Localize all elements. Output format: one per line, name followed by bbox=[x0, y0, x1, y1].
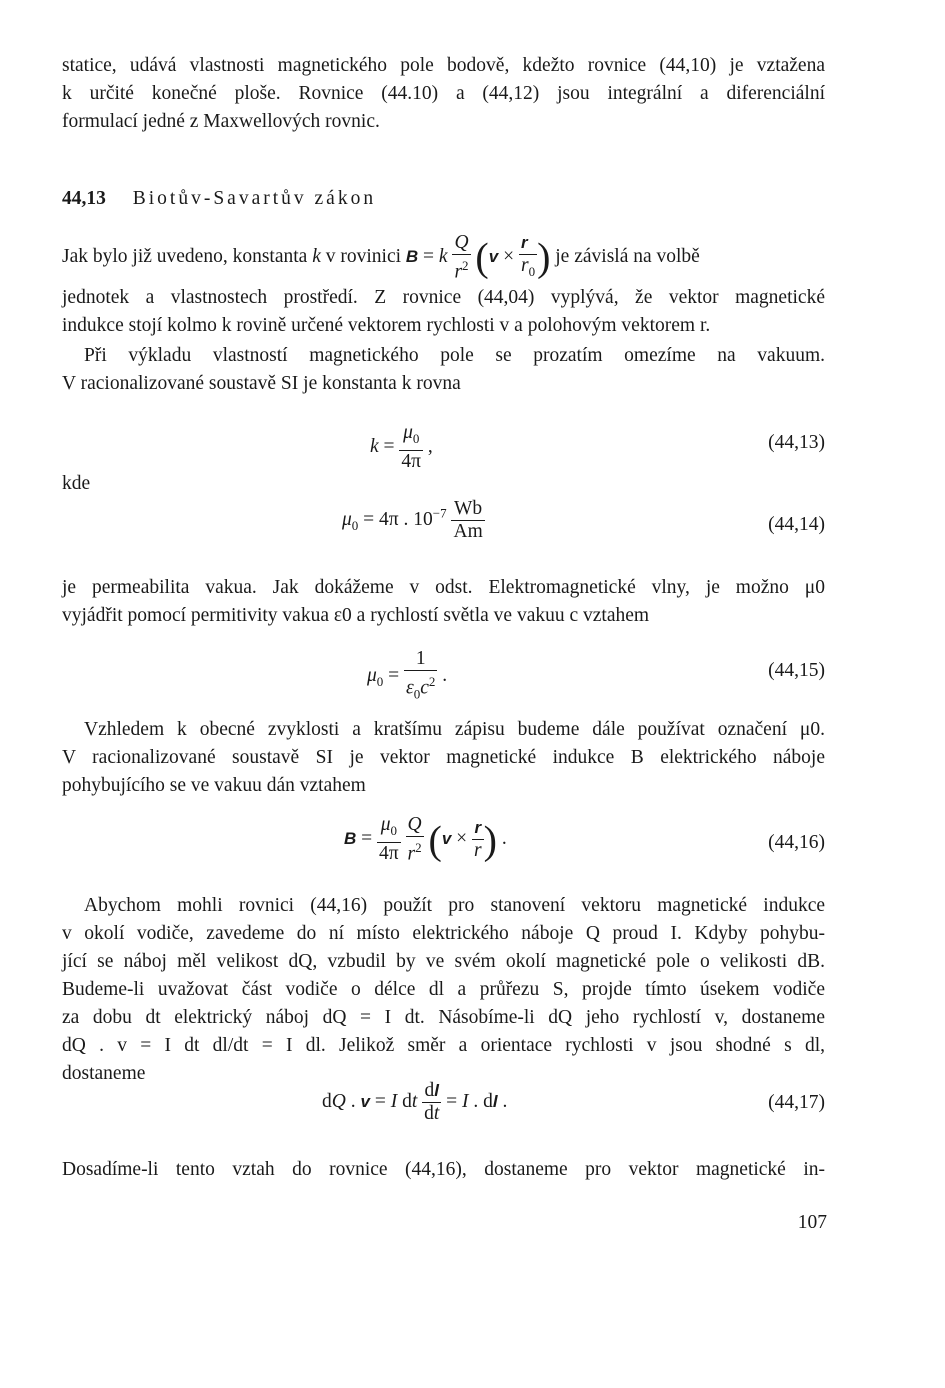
text-line: pohybujícího se ve vakuu dán vztahem bbox=[62, 775, 366, 796]
text-line: jící se náboj měl velikost dQ, vzbudil by ve svém okolí magnetické pole o velikosti dB. bbox=[62, 951, 825, 972]
paragraph-2 bbox=[62, 342, 825, 398]
text-line: jednotek a vlastnostech prostředí. Z rovnice (44,04) vyplývá, že vektor magnetické bbox=[62, 286, 825, 308]
text-line: Budeme-li uvažovat část vodiče o délce dl a průřezu S, projde tímto úsekem vodiče bbox=[62, 979, 825, 1000]
equation-body: k = $\frac{\mu_0}{4\pi}$ , bbox=[370, 422, 433, 472]
inline-equation: B = k $\frac{Q}{r^2}$ (v × $\frac{r}{r_0}$ ) bbox=[405, 232, 551, 283]
equation-body: dQ . v = I dt $\frac{dl}{dt}$ = I . dl . bbox=[322, 1080, 508, 1124]
kde-label: kde bbox=[62, 473, 91, 494]
equation-body: $\mu_0 = 4\pi$ . $10^{-7}$ $\frac{Wb}{Am}$ bbox=[342, 498, 483, 542]
intro-paragraph bbox=[62, 52, 825, 136]
section-heading bbox=[62, 188, 376, 210]
paragraph-1 bbox=[62, 232, 825, 340]
equation-number: (44,16) bbox=[768, 832, 825, 853]
equation-number: (44,17) bbox=[768, 1092, 825, 1113]
page-number: 107 bbox=[797, 1212, 827, 1233]
section-title: Biotův-Savartův zákon bbox=[132, 188, 377, 209]
paragraph-6 bbox=[62, 1156, 825, 1184]
text-line: Při výkladu vlastností magnetického pole se prozatím omezíme na vakuum. bbox=[84, 345, 825, 366]
text-line: statice, udává vlastnosti magnetického pole bodově, kdežto rovnice (44,10) je vztažena bbox=[62, 55, 825, 76]
text-line: V racionalizované soustavě SI je vektor magnetické indukce B elektrického náboje bbox=[62, 747, 825, 768]
equation-number: (44,15) bbox=[768, 660, 825, 681]
paragraph-4 bbox=[62, 716, 825, 800]
text-line: formulací jedné z Maxwellových rovnic. bbox=[62, 111, 380, 132]
text-line: v okolí vodiče, zavedeme do ní místo elektrického náboje Q proud I. Kdyby pohybu- bbox=[62, 923, 825, 944]
paragraph-5 bbox=[62, 892, 825, 1088]
text-line: vyjádřit pomocí permitivity vakua ε0 a rychlostí světla ve vakuu c vztahem bbox=[62, 605, 650, 626]
equation-body: $\mu_0$ = $\frac{1}{\varepsilon_0c^2}$ . bbox=[367, 648, 448, 702]
text-line: za dobu dt elektrický náboj dQ = I dt. Násobíme-li dQ jeho rychlostí v, dostaneme bbox=[62, 1007, 825, 1028]
text-line: dostaneme bbox=[62, 1063, 146, 1084]
equation-body: B = $\frac{\mu_0}{4\pi}$ $\frac{Q}{r^2}$ (v × $\frac{r}{r}$ ) . bbox=[344, 814, 507, 865]
text-line: V racionalizované soustavě SI je konstanta k rovna bbox=[62, 373, 461, 394]
paragraph-3 bbox=[62, 574, 825, 630]
text-line: je permeabilita vakua. Jak dokážeme v odst. Elektromagnetické vlny, je možno μ0 bbox=[62, 577, 825, 598]
equation-number: (44,13) bbox=[768, 432, 825, 453]
text-line: Abychom mohli rovnici (44,16) použít pro stanovení vektoru magnetické indukce bbox=[84, 895, 825, 916]
text-line: dQ . v = I dt dl/dt = I dl. Jelikož směr a orientace rychlosti v jsou shodné s dl, bbox=[62, 1035, 825, 1056]
equation-number: (44,14) bbox=[768, 514, 825, 535]
section-number: 44,13 bbox=[62, 188, 106, 209]
text-line: k určité konečné ploše. Rovnice (44.10) a (44,12) jsou integrální a diferenciální bbox=[62, 83, 825, 104]
text-line: Jak bylo již uvedeno, konstanta k v rovinici B = k $\frac{Q}{r^2}$ (v × $\frac{r}{r_0}$ ) je závislá na volbě bbox=[62, 232, 700, 283]
text-line: Dosadíme-li tento vztah do rovnice (44,16), dostaneme pro vektor magnetické in- bbox=[62, 1159, 825, 1180]
text-line: Vzhledem k obecné zvyklosti a kratšímu zápisu budeme dále používat označení μ0. bbox=[84, 719, 825, 740]
text-line: indukce stojí kolmo k rovině určené vektorem rychlosti v a polohovým vektorem r. bbox=[62, 314, 711, 336]
